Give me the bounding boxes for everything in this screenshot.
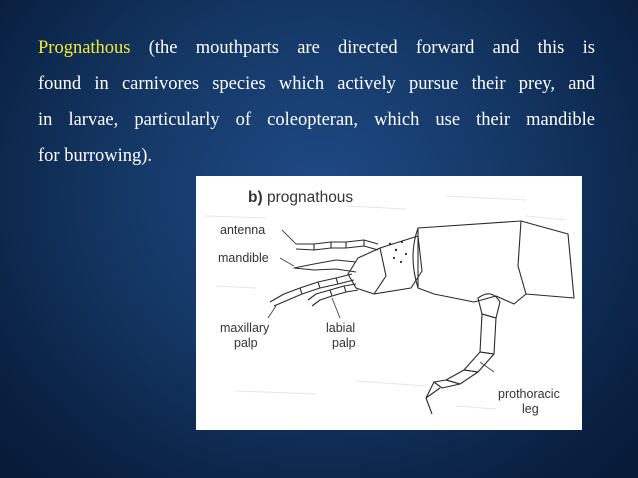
prothorax-shape	[418, 221, 574, 304]
word: for	[38, 146, 60, 166]
label-antenna: antenna	[220, 223, 266, 237]
text-line-4	[38, 138, 595, 174]
word: their	[476, 110, 511, 130]
word: found	[38, 74, 82, 94]
text-line-1	[38, 30, 595, 66]
label-maxillary-palp-2: palp	[234, 336, 258, 350]
word: and	[492, 38, 520, 58]
word: prey,	[518, 74, 555, 94]
label-labial-palp-2: palp	[332, 336, 356, 350]
word: species	[212, 74, 266, 94]
word: mandible	[526, 110, 595, 130]
head-capsule	[348, 236, 422, 294]
insect-head-illustration	[196, 176, 582, 430]
label-labial-palp: labial	[326, 321, 356, 335]
word: burrowing).	[64, 146, 153, 166]
prognathous-insect-figure	[196, 176, 582, 430]
word: their	[471, 74, 506, 94]
antenna-shape	[296, 240, 378, 244]
leg-femur	[480, 314, 496, 354]
word: (the	[148, 38, 178, 58]
word: are	[297, 38, 320, 58]
text-line-3	[38, 102, 595, 138]
insect-outline	[270, 221, 574, 414]
word: directed	[338, 38, 398, 58]
word: which	[278, 74, 325, 94]
mandible-shape	[294, 260, 356, 272]
word: coleopteran,	[267, 110, 359, 130]
word: is	[582, 38, 595, 58]
word: carnivores	[121, 74, 200, 94]
leg-tarsus	[426, 382, 440, 414]
label-maxillary-palp: maxillary	[220, 321, 270, 335]
word: particularly	[134, 110, 220, 130]
slide-body-text	[38, 30, 595, 174]
word: in	[94, 74, 109, 94]
word: and	[568, 74, 595, 94]
highlighted-term-prognathous: Prognathous	[38, 38, 131, 58]
text-line-2	[38, 66, 595, 102]
label-mandible: mandible	[218, 251, 269, 265]
word: this	[537, 38, 565, 58]
word: use	[435, 110, 461, 130]
word: pursue	[409, 74, 459, 94]
word: forward	[415, 38, 475, 58]
word: of	[235, 110, 252, 130]
word: actively	[337, 74, 396, 94]
figure-title-letter: b)	[248, 189, 263, 206]
word: in	[38, 110, 53, 130]
label-prothoracic-leg-2: leg	[522, 402, 539, 416]
word: larvae,	[68, 110, 119, 130]
word: mouthparts	[195, 38, 279, 58]
word: which	[374, 110, 420, 130]
label-prothoracic-leg: prothoracic	[498, 387, 560, 401]
figure-title: prognathous	[267, 189, 354, 206]
